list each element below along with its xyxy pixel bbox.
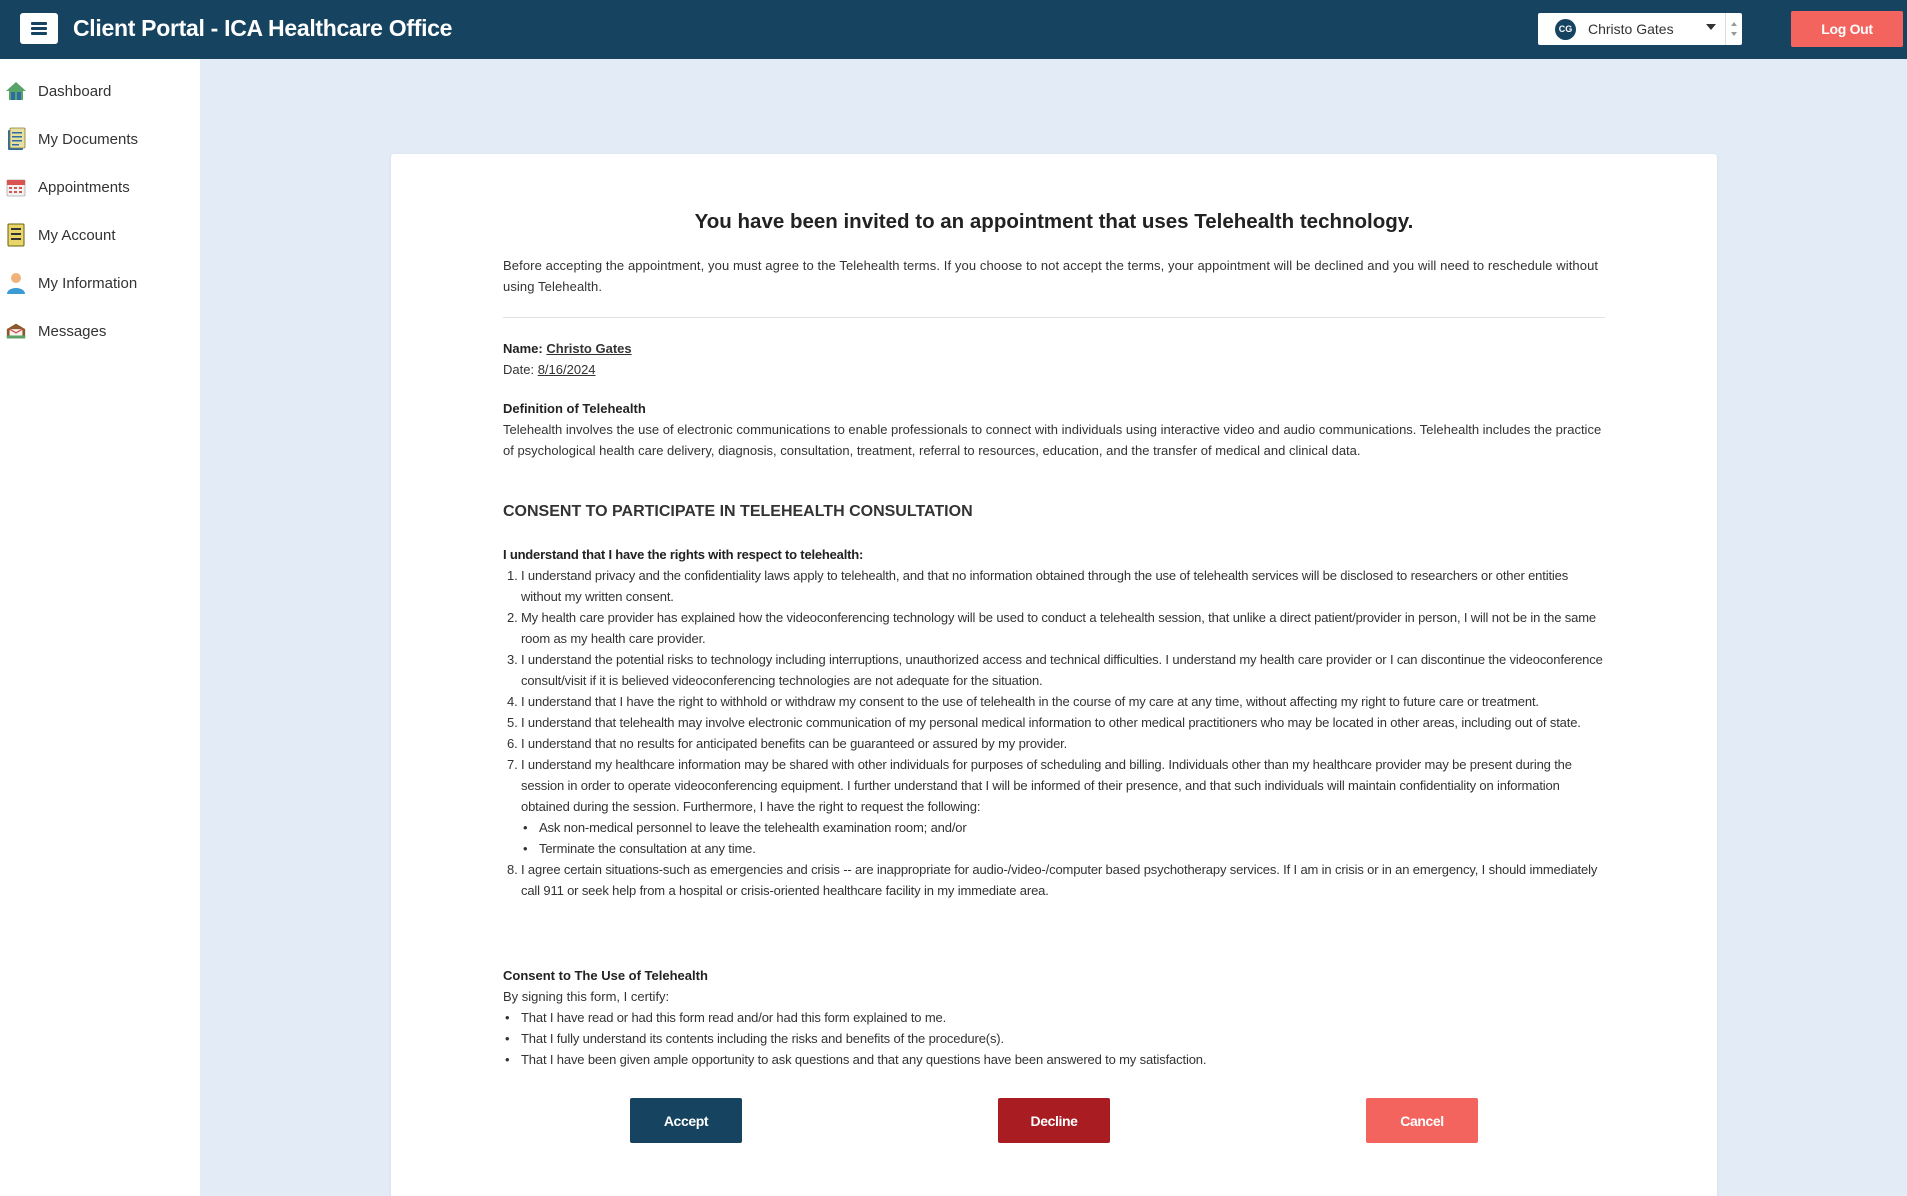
user-icon	[5, 271, 27, 295]
spinner-control[interactable]	[1725, 13, 1742, 45]
sidebar-item-label: My Account	[38, 226, 116, 244]
intro-text: Before accepting the appointment, you must agree to the Telehealth terms. If you choose to not accept the terms, your appointment will be declined and you will need to reschedule without using Telehealth.	[503, 258, 1599, 294]
accept-button[interactable]: Accept	[630, 1098, 742, 1143]
sidebar-item-label: My Information	[38, 274, 138, 292]
definition-text: Telehealth involves the use of electronic communications to enable professionals to connect with individuals using interactive video and audio communications. Telehealth includes the practice of psychological health care delivery, diagnosis, consultation, treatment, referral to resources, education, and the transfer of medical and clinical data.	[503, 422, 1602, 458]
arrow-down-icon[interactable]	[1731, 32, 1737, 36]
sidebar-item-label: Appointments	[38, 178, 130, 196]
client-name: Christo Gates	[546, 341, 632, 356]
sidebar-item-dashboard[interactable]	[0, 67, 200, 115]
list-item: 4. I understand that I have the right to withhold or withdraw my consent to the use of telehealth in the course of my care at any time, without affecting my right to future care or treatment.	[521, 691, 1605, 712]
account-book-icon	[5, 223, 27, 247]
rights-title: I understand that I have the rights with respect to telehealth:	[503, 547, 864, 562]
menu-toggle-button[interactable]	[20, 13, 58, 44]
use-intro: By signing this form, I certify:	[503, 989, 670, 1004]
certify-list	[503, 1007, 1605, 1070]
rights-section	[503, 544, 1605, 901]
top-bar	[0, 0, 1907, 59]
sidebar-item-label: Messages	[38, 322, 107, 340]
mailbox-icon	[5, 319, 27, 343]
sidebar-item-appointments[interactable]	[0, 163, 200, 211]
sub-list-item: • Terminate the consultation at any time.	[521, 838, 1605, 859]
list-item: • That I have read or had this form read and/or had this form explained to me.	[503, 1007, 1605, 1028]
list-item: 6. I understand that no results for anticipated benefits can be guaranteed or assured by my provider.	[521, 733, 1605, 754]
page-title: You have been invited to an appointment that uses Telehealth technology.	[694, 210, 1414, 233]
decline-button[interactable]: Decline	[998, 1098, 1110, 1143]
sidebar-item-my-information[interactable]	[0, 259, 200, 307]
divider	[503, 317, 1605, 318]
documents-icon	[5, 127, 27, 151]
list-item: 1. I understand privacy and the confidentiality laws apply to telehealth, and that no information obtained through the use of telehealth services will be disclosed to researchers or other entities without my written consent.	[521, 565, 1605, 607]
arrow-up-icon[interactable]	[1731, 22, 1737, 26]
use-consent-section	[503, 965, 1605, 1070]
app-title: Client Portal - ICA Healthcare Office	[73, 15, 453, 41]
sidebar-item-my-documents[interactable]	[0, 115, 200, 163]
telehealth-consent-card	[391, 154, 1717, 1196]
sidebar-item-label: My Documents	[38, 130, 139, 148]
rights-list	[503, 565, 1605, 901]
avatar: CG	[1555, 19, 1576, 40]
consent-date: 8/16/2024	[537, 362, 596, 377]
sub-list	[521, 817, 1605, 859]
house-icon	[5, 79, 27, 103]
list-item-text: I understand my healthcare information may be shared with other individuals for purposes of scheduling and billing. Individuals other than my healthcare provider may be present during the session in order to operate videoconferencing equipment. I further understand that I will be informed of their presence, and that such individuals will maintain confidentiality on information obtained during the session. Furthermore, I have the right to request the following:	[521, 757, 1572, 814]
sidebar-item-my-account[interactable]	[0, 211, 200, 259]
list-item-with-subitems	[521, 754, 1605, 859]
definition-section	[503, 398, 1605, 461]
cancel-button[interactable]: Cancel	[1366, 1098, 1478, 1143]
definition-title: Definition of Telehealth	[503, 401, 646, 416]
chevron-down-icon	[1706, 24, 1716, 30]
list-item: • That I have been given ample opportunity to ask questions and that any questions have been answered to my satisfaction.	[503, 1049, 1605, 1070]
list-item: 5. I understand that telehealth may involve electronic communication of my personal medical information to other medical practitioners who may be located in other areas, including out of state.	[521, 712, 1605, 733]
use-title: Consent to The Use of Telehealth	[503, 968, 708, 983]
list-item: 2. My health care provider has explained how the videoconferencing technology will be used to conduct a telehealth session, that unlike a direct patient/provider in person, I will not be in the same room as my health care provider.	[521, 607, 1605, 649]
user-name: Christo Gates	[1588, 21, 1674, 37]
sidebar-item-messages[interactable]	[0, 307, 200, 355]
list-item: • That I fully understand its contents including the risks and benefits of the procedure(s).	[503, 1028, 1605, 1049]
name-label: Name:	[503, 341, 543, 356]
list-item: 3. I understand the potential risks to technology including interruptions, unauthorized access and technical difficulties. I understand my health care provider or I can discontinue the videoconference consult/visit if it is believed videoconferencing technologies are not adequate for the situation.	[521, 649, 1605, 691]
logout-button[interactable]: Log Out	[1791, 11, 1903, 47]
hamburger-icon	[31, 22, 47, 35]
consent-heading: CONSENT TO PARTICIPATE IN TELEHEALTH CONSULTATION	[503, 503, 973, 520]
calendar-icon	[5, 175, 27, 199]
client-meta	[503, 338, 632, 380]
date-label: Date:	[503, 362, 535, 377]
user-select[interactable]	[1538, 13, 1742, 45]
sub-list-item: • Ask non-medical personnel to leave the telehealth examination room; and/or	[521, 817, 1605, 838]
sidebar-item-label: Dashboard	[38, 82, 112, 100]
list-item: 8. I agree certain situations-such as emergencies and crisis -- are inappropriate for audio-/video-/computer based psychotherapy services. If I am in crisis or in an emergency, I should immediately call 911 or seek help from a hospital or crisis-oriented healthcare facility in my immediate area.	[521, 859, 1605, 901]
sidebar	[0, 59, 200, 1196]
